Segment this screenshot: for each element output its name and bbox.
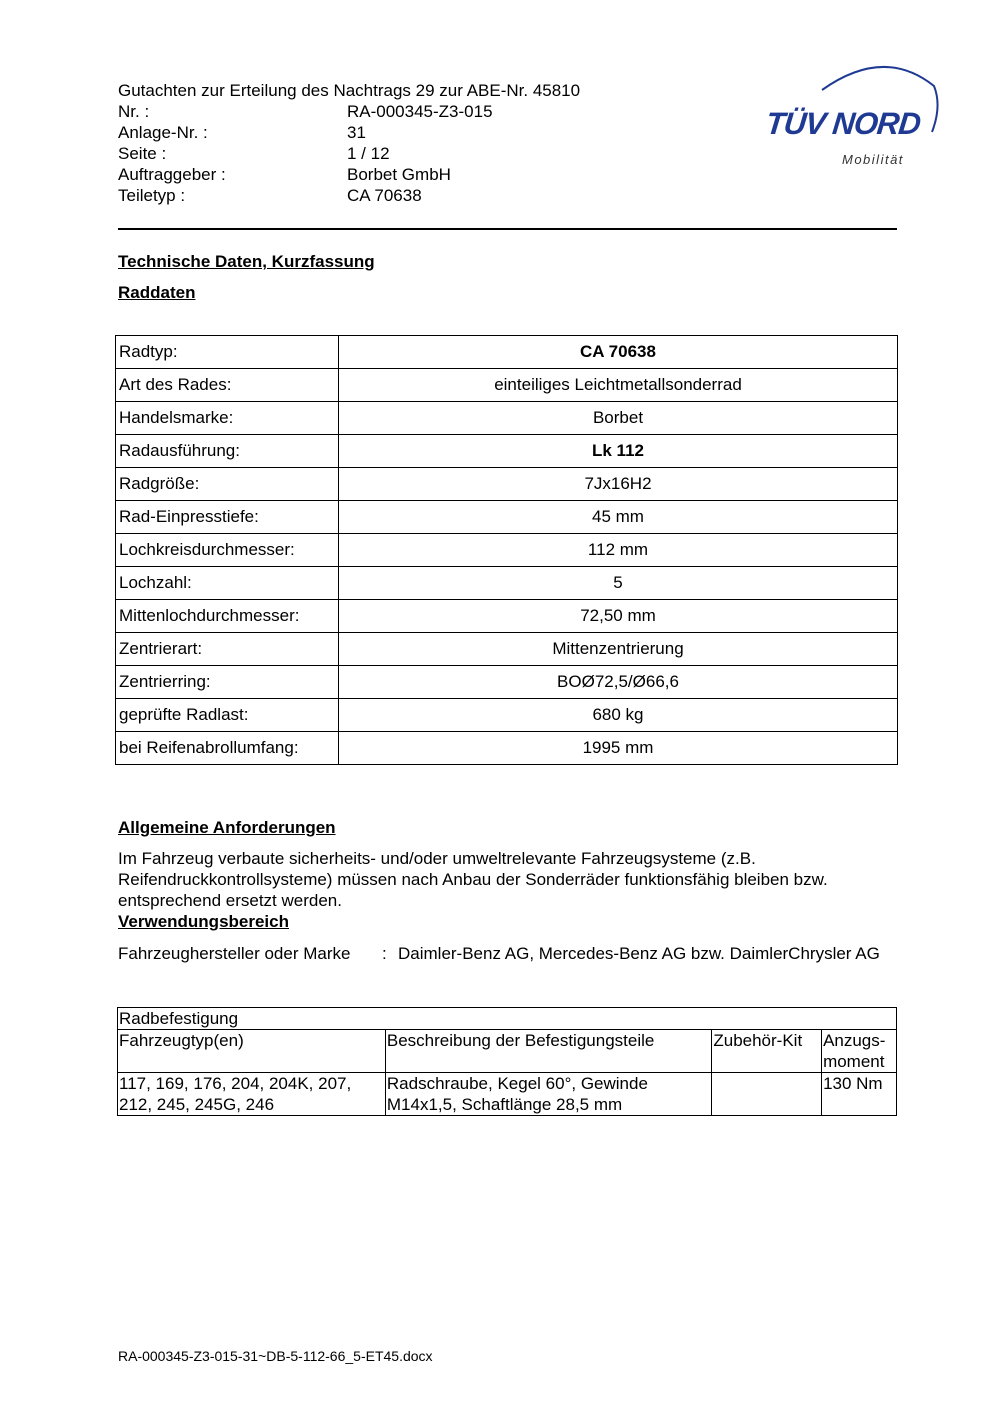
allgemeine-anforderungen-text: Im Fahrzeug verbaute sicherheits- und/oder umweltrelevante Fahrzeugsysteme (z.B. Reifendruckkontrollsysteme) müssen nach Anbau der Sonderräder funktionsfähig bleiben bzw. entsprechend ersetzt werden. [118, 849, 828, 910]
header-label: Anlage-Nr. : [118, 123, 208, 142]
radbefestigung-title: Radbefestigung [118, 1008, 897, 1030]
raddaten-value: 7Jx16H2 [339, 468, 898, 501]
raddaten-value: BOØ72,5/Ø66,6 [339, 666, 898, 699]
column-header: Zubehör-Kit [712, 1030, 822, 1073]
raddaten-label: Lochkreisdurchmesser: [116, 534, 339, 567]
logo-subtitle: Mobilität [842, 152, 904, 167]
table-row [116, 435, 898, 468]
raddaten-value: 112 mm [339, 534, 898, 567]
raddaten-value: 680 kg [339, 699, 898, 732]
raddaten-value: Borbet [339, 402, 898, 435]
header-label: Seite : [118, 144, 167, 163]
column-header: Fahrzeugtyp(en) [118, 1030, 386, 1073]
raddaten-value: 5 [339, 567, 898, 600]
section-title-allgemeine-anforderungen: Allgemeine Anforderungen [118, 818, 336, 837]
section-title-technische-daten: Technische Daten, Kurzfassung [118, 252, 375, 271]
header-divider [118, 228, 897, 230]
logo-wordmark: TÜV NORD [764, 106, 922, 141]
header-row-anlage [118, 122, 678, 143]
section-title-raddaten: Raddaten [118, 283, 196, 302]
raddaten-value: Lk 112 [339, 435, 898, 468]
footer-filename: RA-000345-Z3-015-31~DB-5-112-66_5-ET45.docx [118, 1348, 433, 1364]
raddaten-label: Rad-Einpresstiefe: [116, 501, 339, 534]
table-cell-zubehoer-kit [712, 1073, 822, 1116]
table-row [116, 468, 898, 501]
raddaten-label: Radtyp: [116, 336, 339, 369]
raddaten-label: Radausführung: [116, 435, 339, 468]
table-row [116, 369, 898, 402]
table-cell-anzugsmoment: 130 Nm [822, 1073, 897, 1116]
header-label: Teiletyp : [118, 186, 186, 205]
table-title-row [118, 1008, 897, 1030]
header-row-teiletyp [118, 185, 678, 206]
header-value: CA 70638 [347, 186, 422, 205]
table-header-row [118, 1030, 897, 1073]
raddaten-value: Mittenzentrierung [339, 633, 898, 666]
header-row-auftraggeber [118, 164, 678, 185]
verwendungsbereich-row [118, 943, 903, 964]
raddaten-label: Lochzahl: [116, 567, 339, 600]
table-row [116, 732, 898, 765]
table-row [116, 501, 898, 534]
raddaten-label: bei Reifenabrollumfang: [116, 732, 339, 765]
raddaten-label: Radgröße: [116, 468, 339, 501]
raddaten-label: Mittenlochdurchmesser: [116, 600, 339, 633]
header-value: 1 / 12 [347, 144, 390, 163]
header-title: Gutachten zur Erteilung des Nachtrags 29 zur ABE-Nr. 45810 [118, 81, 581, 100]
table-row [116, 336, 898, 369]
column-header: Beschreibung der Befestigungsteile [385, 1030, 711, 1073]
verwendung-label: Fahrzeughersteller oder Marke [118, 944, 351, 963]
table-cell-beschreibung: Radschraube, Kegel 60°, Gewinde M14x1,5, Schaftlänge 28,5 mm [385, 1073, 711, 1116]
raddaten-table [115, 335, 898, 765]
raddaten-label: Zentrierring: [116, 666, 339, 699]
raddaten-label: geprüfte Radlast: [116, 699, 339, 732]
verwendung-value: Daimler-Benz AG, Mercedes-Benz AG bzw. DaimlerChrysler AG [398, 944, 880, 963]
header-row-seite [118, 143, 678, 164]
raddaten-value: CA 70638 [339, 336, 898, 369]
table-row [116, 534, 898, 567]
header-value: 31 [347, 123, 366, 142]
header-value: RA-000345-Z3-015 [347, 102, 493, 121]
header-row-nr [118, 101, 678, 122]
table-row [116, 666, 898, 699]
table-row [116, 600, 898, 633]
table-row [116, 402, 898, 435]
raddaten-value: 45 mm [339, 501, 898, 534]
document-header [118, 80, 678, 206]
header-label: Nr. : [118, 102, 150, 121]
section-title-verwendungsbereich: Verwendungsbereich [118, 912, 289, 931]
raddaten-value: 72,50 mm [339, 600, 898, 633]
raddaten-label: Art des Rades: [116, 369, 339, 402]
tuv-nord-logo [764, 58, 944, 173]
header-value: Borbet GmbH [347, 165, 451, 184]
table-row [116, 567, 898, 600]
table-row [118, 1073, 897, 1116]
radbefestigung-table [117, 1007, 897, 1116]
verwendung-colon: : [382, 944, 387, 963]
raddaten-value: 1995 mm [339, 732, 898, 765]
column-header: Anzugs-moment [822, 1030, 897, 1073]
table-row [116, 633, 898, 666]
raddaten-value: einteiliges Leichtmetallsonderrad [339, 369, 898, 402]
header-label: Auftraggeber : [118, 165, 226, 184]
raddaten-label: Handelsmarke: [116, 402, 339, 435]
table-cell-fahrzeugtypen: 117, 169, 176, 204, 204K, 207, 212, 245, 245G, 246 [118, 1073, 386, 1116]
raddaten-label: Zentrierart: [116, 633, 339, 666]
table-row [116, 699, 898, 732]
